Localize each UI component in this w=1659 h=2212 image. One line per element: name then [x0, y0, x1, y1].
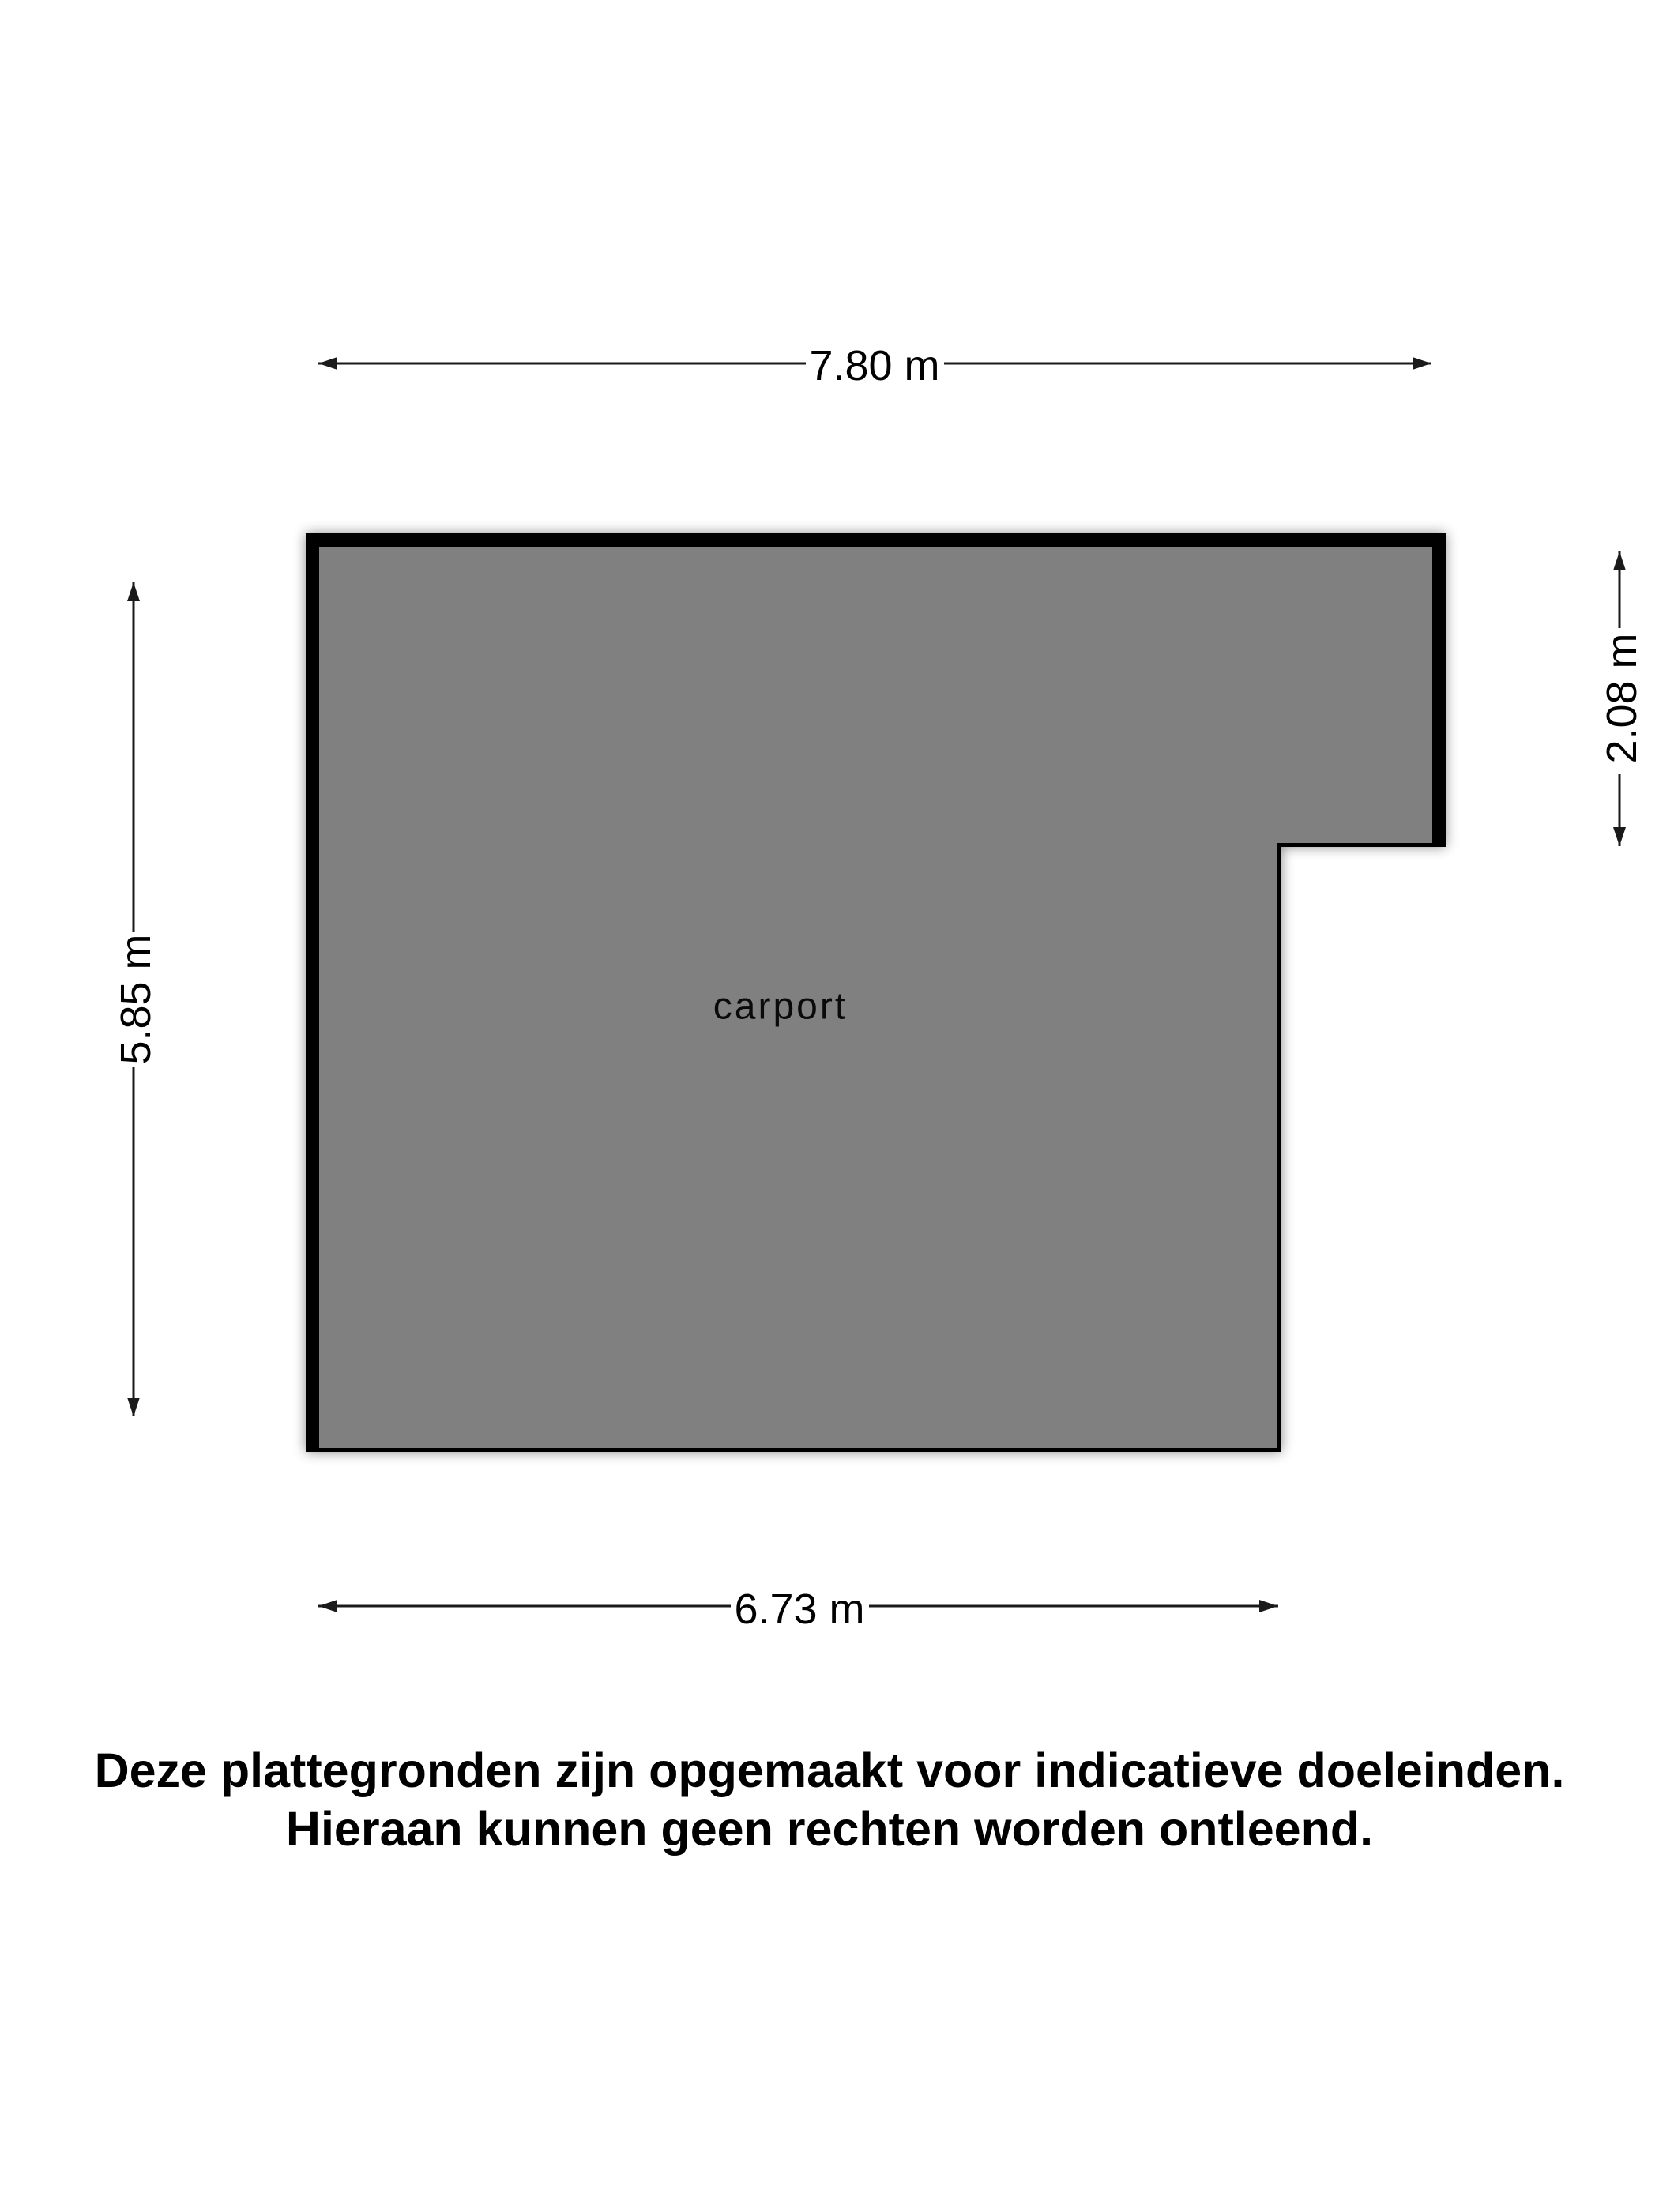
edge-right-lower — [1277, 843, 1281, 1452]
arrowhead-up-icon — [127, 582, 140, 601]
disclaimer-line-1: Deze plattegronden zijn opgemaakt voor indicatieve doeleinden. — [94, 1744, 1565, 1797]
arrowhead-up-icon — [1613, 551, 1626, 570]
wall-right — [1432, 533, 1446, 847]
arrowhead-right-icon — [1259, 1600, 1278, 1612]
dimension-bottom-label: 6.73 m — [734, 1586, 865, 1633]
wall-left — [306, 533, 319, 1452]
edge-notch-horizontal — [1277, 843, 1446, 847]
dimension-top-label: 7.80 m — [809, 342, 940, 389]
edge-bottom — [306, 1448, 1281, 1452]
carport-shape — [306, 533, 1446, 1452]
wall-top — [306, 533, 1446, 547]
arrowhead-right-icon — [1413, 357, 1431, 370]
disclaimer-line-2: Hieraan kunnen geen rechten worden ontleend. — [285, 1802, 1374, 1856]
dimension-right-label: 2.08 m — [1598, 633, 1646, 764]
arrowhead-down-icon — [1613, 827, 1626, 846]
dimension-left-label: 5.85 m — [112, 934, 160, 1065]
arrowhead-left-icon — [318, 357, 337, 370]
arrowhead-left-icon — [318, 1600, 337, 1612]
room-label: carport — [713, 985, 848, 1028]
arrowhead-down-icon — [127, 1398, 140, 1416]
carport-floor-area — [306, 533, 1446, 1452]
disclaimer-text — [0, 1741, 1659, 1858]
